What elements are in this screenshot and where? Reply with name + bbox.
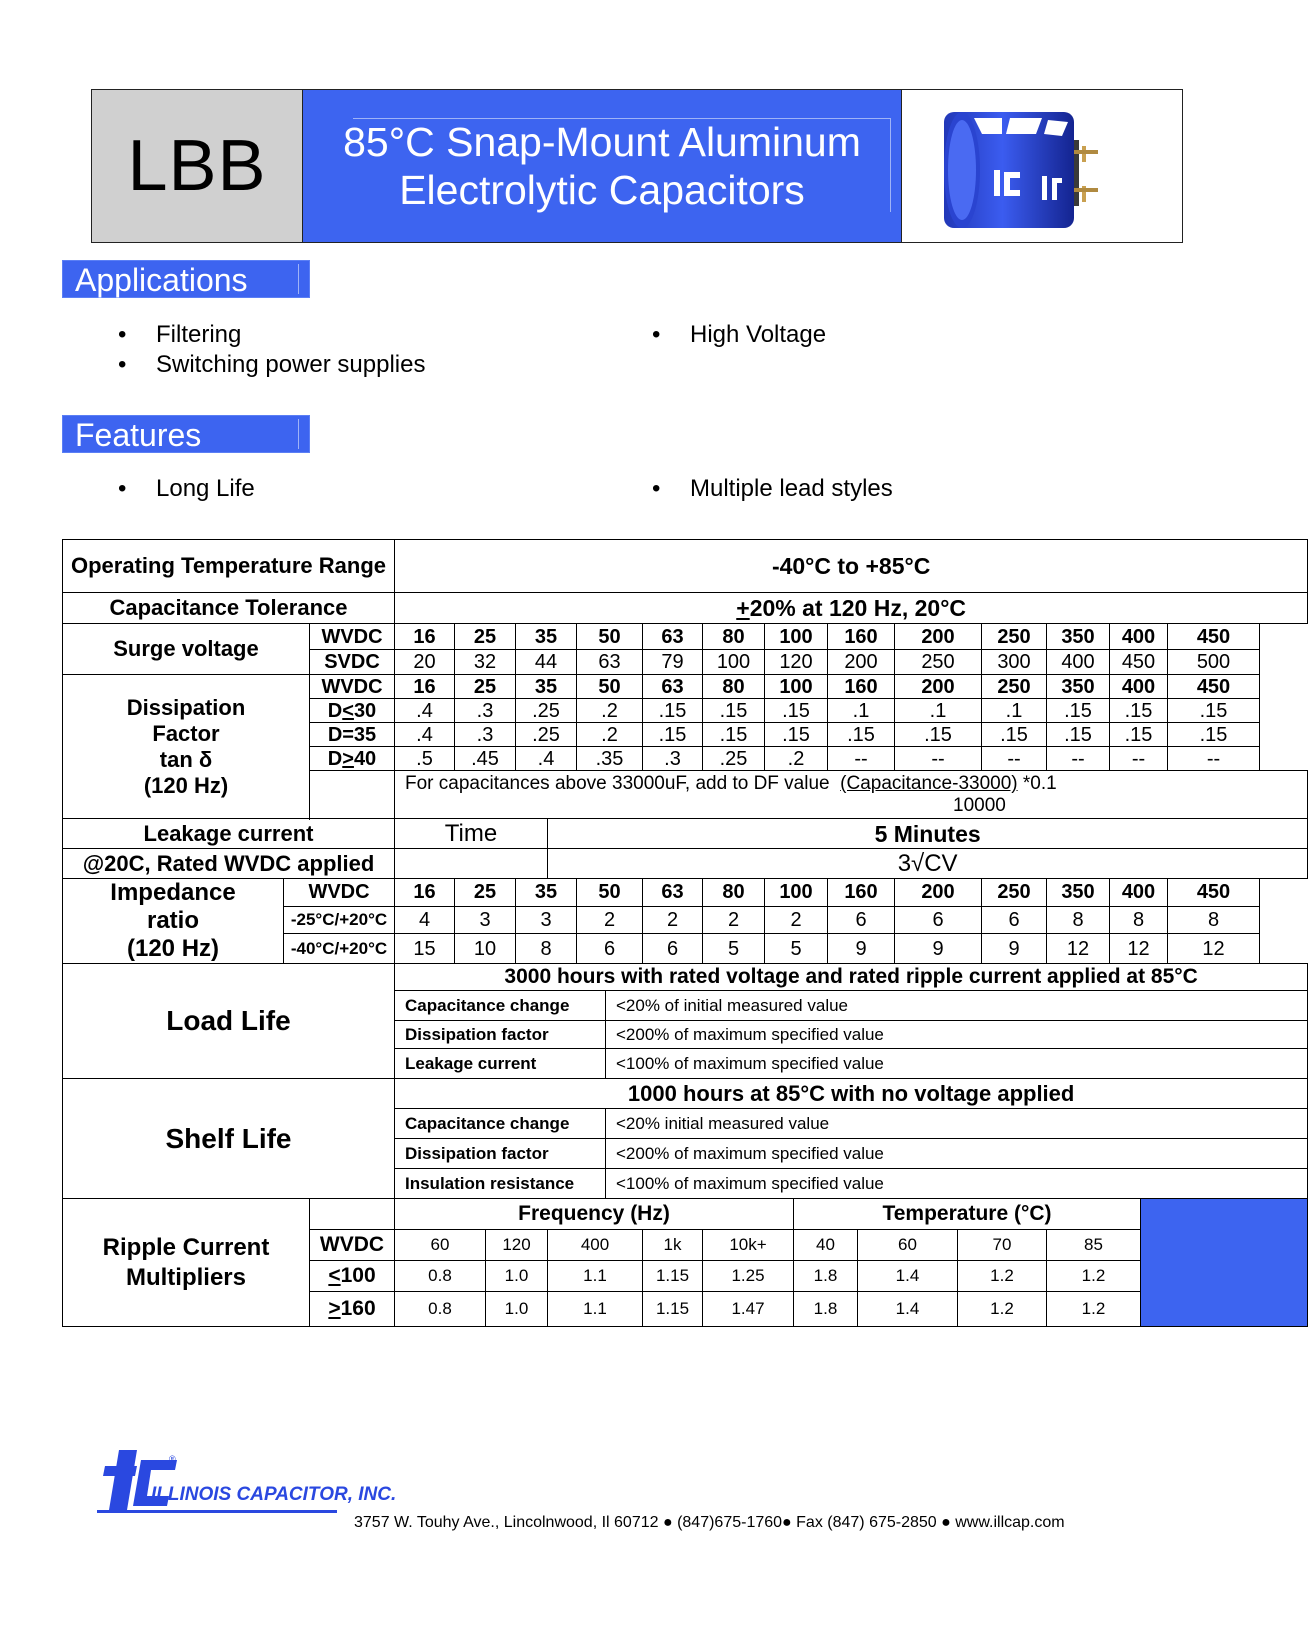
svdc-cell: 79 (643, 650, 703, 675)
df-cell: .4 (395, 723, 455, 747)
cap-tol-value: +20% at 120 Hz, 20°C (395, 593, 1308, 624)
ripple-cell: 1.2 (1047, 1261, 1141, 1292)
wvdc-cell: 100 (765, 879, 828, 907)
svdc-cell: 450 (1110, 650, 1168, 675)
imp-cell: 10 (455, 934, 516, 964)
ripple-empty (310, 1199, 395, 1230)
ripple-cell: 1.8 (794, 1292, 858, 1327)
imp-cell: 2 (765, 906, 828, 934)
imp-cell: 6 (828, 906, 895, 934)
wvdc-cell: 350 (1047, 879, 1110, 907)
title-line-2: Electrolytic Capacitors (399, 167, 805, 213)
registered-mark: ® (169, 1454, 176, 1464)
shelf-life-key: Capacitance change (395, 1109, 606, 1139)
df-cell: .45 (455, 747, 516, 771)
wvdc-cell: 35 (516, 675, 577, 699)
ripple-cell: 1.4 (858, 1261, 958, 1292)
ripple-head-cell: 120 (486, 1230, 548, 1261)
svdc-label: SVDC (310, 650, 395, 675)
imp-cell: 6 (895, 906, 982, 934)
svdc-cell: 20 (395, 650, 455, 675)
product-title (303, 90, 901, 242)
applications-list-left (88, 320, 425, 380)
company-address: 3757 W. Touhy Ave., Lincolnwood, Il 60712 ● (847)675-1760● Fax (847) 675-2850 ● www.illcap.com (354, 1514, 1065, 1531)
df-cell: -- (1168, 747, 1260, 771)
ripple-cell: 1.15 (643, 1261, 703, 1292)
leak-formula: 3√CV (548, 849, 1308, 879)
imp-cell: 6 (982, 906, 1047, 934)
wvdc-cell: 25 (455, 879, 516, 907)
df-cell: .4 (516, 747, 577, 771)
imp-cell: 12 (1168, 934, 1260, 964)
wvdc-label: WVDC (284, 879, 395, 907)
features-list-left (88, 474, 255, 504)
load-life-value: <100% of maximum specified value (606, 1049, 1308, 1079)
wvdc-cell: 63 (643, 675, 703, 699)
load-life-condition: 3000 hours with rated voltage and rated ripple current applied at 85°C (395, 964, 1308, 991)
imp-cell: 12 (1047, 934, 1110, 964)
imp-cell: 8 (1047, 906, 1110, 934)
table-row (63, 540, 1308, 593)
table-row (63, 849, 1308, 879)
ic-logo-icon (97, 1450, 397, 1530)
ripple-cell: 0.8 (395, 1292, 486, 1327)
imp-cell: 5 (703, 934, 765, 964)
df-cell: .15 (895, 723, 982, 747)
wvdc-cell: 400 (1110, 879, 1168, 907)
df-cell: -- (1110, 747, 1168, 771)
table-row (63, 593, 1308, 624)
leak-time-label: Time (395, 819, 548, 849)
shelf-life-condition: 1000 hours at 85°C with no voltage applied (395, 1079, 1308, 1109)
df-label: Dissipation Factor tan δ (120 Hz) (63, 675, 310, 819)
wvdc-cell: 400 (1110, 624, 1168, 650)
ripple-cell: 0.8 (395, 1261, 486, 1292)
svdc-cell: 120 (765, 650, 828, 675)
imp-cell: 9 (982, 934, 1047, 964)
df-cell: .15 (1110, 699, 1168, 723)
df-cell: .3 (455, 699, 516, 723)
company-logo (97, 1450, 397, 1530)
ripple-cell: 1.0 (486, 1261, 548, 1292)
df-cell: .15 (703, 723, 765, 747)
freq-label: Frequency (Hz) (395, 1199, 794, 1230)
imp-cell: 6 (643, 934, 703, 964)
ripple-head-cell: 85 (1047, 1230, 1141, 1261)
wvdc-cell: 200 (895, 675, 982, 699)
df-cell: -- (828, 747, 895, 771)
wvdc-cell: 35 (516, 624, 577, 650)
df-cell: .15 (765, 699, 828, 723)
wvdc-label: WVDC (310, 1230, 395, 1261)
df-cell: .4 (395, 699, 455, 723)
ripple-cell: 1.8 (794, 1261, 858, 1292)
temp-label: Temperature (°C) (794, 1199, 1141, 1230)
wvdc-cell: 63 (643, 879, 703, 907)
df-cell: .25 (516, 723, 577, 747)
imp-cell: 3 (516, 906, 577, 934)
df-cell: .15 (1047, 723, 1110, 747)
wvdc-cell: 160 (828, 675, 895, 699)
wvdc-cell: 400 (1110, 675, 1168, 699)
table-row (63, 879, 1308, 907)
imp-cell: 5 (765, 934, 828, 964)
imp-cell: 2 (577, 906, 643, 934)
wvdc-cell: 50 (577, 624, 643, 650)
imp-cell: 6 (577, 934, 643, 964)
wvdc-cell: 450 (1168, 879, 1260, 907)
list-item: • Multiple lead styles (652, 475, 893, 502)
df-cell: .15 (765, 723, 828, 747)
df-cell: .25 (516, 699, 577, 723)
df-cell: .1 (828, 699, 895, 723)
svdc-cell: 200 (828, 650, 895, 675)
df-row-label: D>40 (310, 747, 395, 771)
blue-block (1141, 1199, 1308, 1327)
df-note-empty (310, 771, 395, 819)
df-cell: .15 (1168, 723, 1260, 747)
imp-cell: 4 (395, 906, 455, 934)
wvdc-cell: 350 (1047, 675, 1110, 699)
df-cell: .15 (1047, 699, 1110, 723)
wvdc-cell: 100 (765, 675, 828, 699)
capacitor-image (901, 90, 1182, 242)
wvdc-cell: 63 (643, 624, 703, 650)
df-note: For capacitances above 33000uF, add to DF value (Capacitance-33000) *0.1 10000 (395, 771, 1308, 819)
list-item: • Filtering (118, 321, 242, 348)
surge-label: Surge voltage (63, 624, 310, 675)
wvdc-cell: 250 (982, 675, 1047, 699)
ripple-head-cell: 60 (395, 1230, 486, 1261)
svdc-cell: 44 (516, 650, 577, 675)
list-item: • Long Life (118, 475, 255, 502)
df-cell: .3 (455, 723, 516, 747)
df-cell: .1 (982, 699, 1047, 723)
ripple-head-cell: 400 (548, 1230, 643, 1261)
imp-row-label: -25°C/+20°C (284, 906, 395, 934)
df-cell: .15 (643, 723, 703, 747)
imp-label: Impedance ratio (120 Hz) (63, 879, 284, 964)
wvdc-cell: 35 (516, 879, 577, 907)
imp-cell: 12 (1110, 934, 1168, 964)
load-life-key: Dissipation factor (395, 1021, 606, 1049)
wvdc-cell: 25 (455, 675, 516, 699)
svdc-cell: 250 (895, 650, 982, 675)
df-cell: .15 (643, 699, 703, 723)
table-row (63, 624, 1308, 650)
svdc-cell: 400 (1047, 650, 1110, 675)
leak-time-value: 5 Minutes (548, 819, 1308, 849)
wvdc-cell: 450 (1168, 624, 1260, 650)
wvdc-cell: 160 (828, 879, 895, 907)
ripple-row-label: <100 (310, 1261, 395, 1292)
leak-label-2: @20C, Rated WVDC applied (63, 849, 395, 879)
imp-cell: 8 (516, 934, 577, 964)
cap-tol-label: Capacitance Tolerance (63, 593, 395, 624)
table-row (63, 964, 1308, 991)
features-list-right (622, 474, 893, 504)
df-cell: .25 (703, 747, 765, 771)
op-temp-label: Operating Temperature Range (63, 540, 395, 593)
wvdc-cell: 200 (895, 624, 982, 650)
leak-empty (395, 849, 548, 879)
ripple-row-label: >160 (310, 1292, 395, 1327)
df-cell: -- (982, 747, 1047, 771)
ripple-cell: 1.15 (643, 1292, 703, 1327)
df-cell: .3 (643, 747, 703, 771)
wvdc-cell: 80 (703, 675, 765, 699)
ripple-head-cell: 70 (958, 1230, 1047, 1261)
ripple-head-cell: 60 (858, 1230, 958, 1261)
ripple-cell: 1.47 (703, 1292, 794, 1327)
table-row (63, 819, 1308, 849)
df-cell: .5 (395, 747, 455, 771)
ripple-cell: 1.2 (958, 1261, 1047, 1292)
wvdc-cell: 200 (895, 879, 982, 907)
shelf-life-value: <20% initial measured value (606, 1109, 1308, 1139)
df-row-label: D=35 (310, 723, 395, 747)
wvdc-label: WVDC (310, 675, 395, 699)
wvdc-cell: 80 (703, 624, 765, 650)
ripple-cell: 1.4 (858, 1292, 958, 1327)
df-cell: .2 (577, 699, 643, 723)
df-cell: .15 (982, 723, 1047, 747)
ripple-cell: 1.25 (703, 1261, 794, 1292)
ripple-label: Ripple Current Multipliers (63, 1199, 310, 1327)
load-life-key: Leakage current (395, 1049, 606, 1079)
df-cell: .15 (1110, 723, 1168, 747)
shelf-life-value: <100% of maximum specified value (606, 1169, 1308, 1199)
wvdc-cell: 250 (982, 624, 1047, 650)
shelf-life-key: Insulation resistance (395, 1169, 606, 1199)
imp-cell: 2 (643, 906, 703, 934)
op-temp-value: -40°C to +85°C (395, 540, 1308, 593)
imp-cell: 8 (1168, 906, 1260, 934)
capacitor-illustration (902, 90, 1172, 242)
ripple-cell: 1.1 (548, 1292, 643, 1327)
company-name: ILLINOIS CAPACITOR, INC. (151, 1484, 397, 1505)
list-item: • Switching power supplies (118, 351, 426, 378)
table-row (63, 675, 1308, 699)
load-life-value: <20% of initial measured value (606, 991, 1308, 1021)
header-block (91, 89, 1183, 243)
df-row-label: D<30 (310, 699, 395, 723)
wvdc-cell: 160 (828, 624, 895, 650)
spec-table (62, 539, 1308, 1327)
df-cell: .1 (895, 699, 982, 723)
imp-cell: 15 (395, 934, 455, 964)
table-row (63, 1079, 1308, 1109)
table-row (63, 1199, 1308, 1230)
df-cell: .15 (1168, 699, 1260, 723)
shelf-life-label: Shelf Life (63, 1079, 395, 1199)
title-line-1: 85°C Snap-Mount Aluminum (343, 119, 861, 165)
df-cell: .2 (577, 723, 643, 747)
wvdc-cell: 50 (577, 675, 643, 699)
ripple-cell: 1.1 (548, 1261, 643, 1292)
wvdc-cell: 16 (395, 675, 455, 699)
load-life-label: Load Life (63, 964, 395, 1079)
wvdc-cell: 16 (395, 624, 455, 650)
shelf-life-key: Dissipation factor (395, 1139, 606, 1169)
imp-cell: 9 (828, 934, 895, 964)
svdc-cell: 300 (982, 650, 1047, 675)
ripple-cell: 1.2 (958, 1292, 1047, 1327)
ripple-cell: 1.2 (1047, 1292, 1141, 1327)
wvdc-cell: 80 (703, 879, 765, 907)
svdc-cell: 500 (1168, 650, 1260, 675)
df-cell: .2 (765, 747, 828, 771)
load-life-key: Capacitance change (395, 991, 606, 1021)
df-cell: .35 (577, 747, 643, 771)
features-banner: Features (62, 415, 310, 453)
wvdc-cell: 25 (455, 624, 516, 650)
wvdc-cell: 16 (395, 879, 455, 907)
df-cell: -- (1047, 747, 1110, 771)
imp-cell: 2 (703, 906, 765, 934)
wvdc-cell: 100 (765, 624, 828, 650)
ripple-cell: 1.0 (486, 1292, 548, 1327)
wvdc-label: WVDC (310, 624, 395, 650)
applications-list-right (622, 320, 826, 350)
wvdc-cell: 350 (1047, 624, 1110, 650)
leak-label-1: Leakage current (63, 819, 395, 849)
series-code: LBB (92, 90, 303, 242)
imp-cell: 8 (1110, 906, 1168, 934)
wvdc-cell: 250 (982, 879, 1047, 907)
applications-banner: Applications (62, 260, 310, 298)
wvdc-cell: 450 (1168, 675, 1260, 699)
svdc-cell: 32 (455, 650, 516, 675)
imp-cell: 3 (455, 906, 516, 934)
wvdc-cell: 50 (577, 879, 643, 907)
ripple-head-cell: 1k (643, 1230, 703, 1261)
ripple-head-cell: 40 (794, 1230, 858, 1261)
svdc-cell: 100 (703, 650, 765, 675)
imp-row-label: -40°C/+20°C (284, 934, 395, 964)
svdc-cell: 63 (577, 650, 643, 675)
df-cell: .15 (703, 699, 765, 723)
imp-cell: 9 (895, 934, 982, 964)
list-item: • High Voltage (652, 321, 827, 348)
df-cell: .15 (828, 723, 895, 747)
df-cell: -- (895, 747, 982, 771)
ripple-head-cell: 10k+ (703, 1230, 794, 1261)
load-life-value: <200% of maximum specified value (606, 1021, 1308, 1049)
shelf-life-value: <200% of maximum specified value (606, 1139, 1308, 1169)
